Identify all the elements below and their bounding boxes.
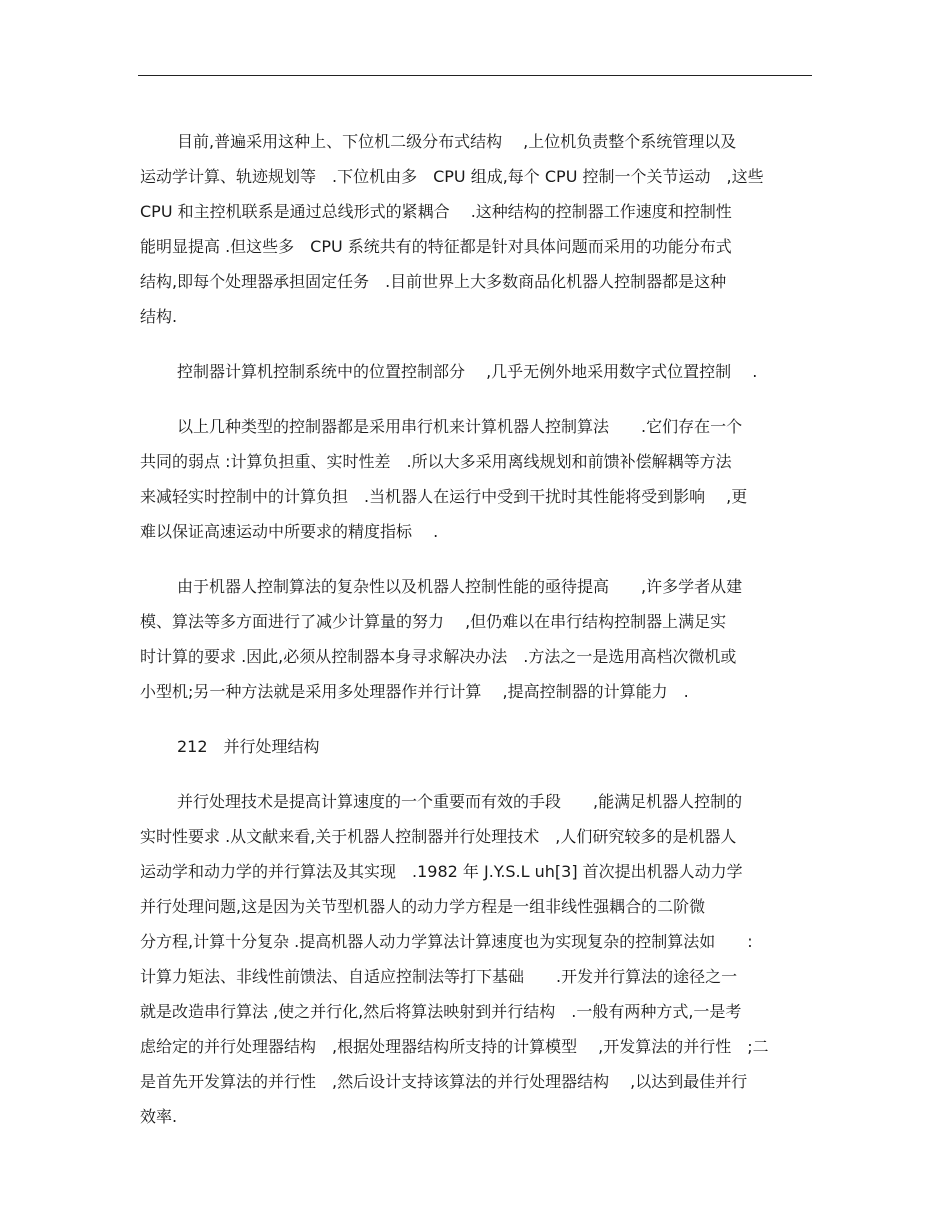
text-line: 由于机器人控制算法的复杂性以及机器人控制性能的亟待提高 ,许多学者从建 xyxy=(177,577,743,596)
text-line: 来减轻实时控制中的计算负担 .当机器人在运行中受到干扰时其性能将受到影响 ,更 xyxy=(140,487,748,506)
text-line: 结构. xyxy=(140,307,178,326)
text-line: 能明显提高 .但这些多 CPU 系统共有的特征都是针对具体问题而采用的功能分布式 xyxy=(140,237,732,256)
text-line: 效率. xyxy=(140,1107,178,1126)
paragraph-3 xyxy=(140,409,808,549)
text-line: 时计算的要求 .因此,必须从控制器本身寻求解决办法 .方法之一是选用高档次微机或 xyxy=(140,647,737,666)
paragraph-4 xyxy=(140,569,808,709)
text-line: 实时性要求 .从文献来看,关于机器人控制器并行处理技术 ,人们研究较多的是机器人 xyxy=(140,827,737,846)
text-line: 控制器计算机控制系统中的位置控制部分 ,几乎无例外地采用数字式位置控制 . xyxy=(177,362,758,381)
text-line: 目前,普遍采用这种上、下位机二级分布式结构 ,上位机负责整个系统管理以及 xyxy=(177,132,737,151)
text-line: 以上几种类型的控制器都是采用串行机来计算机器人控制算法 .它们存在一个 xyxy=(177,417,743,436)
text-line: 并行处理技术是提高计算速度的一个重要而有效的手段 ,能满足机器人控制的 xyxy=(177,792,743,811)
paragraph-2 xyxy=(140,354,808,389)
paragraph-1 xyxy=(140,124,808,334)
text-line: 计算力矩法、非线性前馈法、自适应控制法等打下基础 .开发并行算法的途径之一 xyxy=(140,967,738,986)
text-line: 并行处理问题,这是因为关节型机器人的动力学方程是一组非线性强耦合的二阶微 xyxy=(140,897,706,916)
text-line: 分方程,计算十分复杂 .提高机器人动力学算法计算速度也为实现复杂的控制算法如 : xyxy=(140,932,753,951)
text-line: 运动学和动力学的并行算法及其实现 .1982 年 J.Y.S.L uh[3] 首次提出机器人动力学 xyxy=(140,862,743,881)
paragraph-5 xyxy=(140,784,808,1134)
text-line: 虑给定的并行处理器结构 ,根据处理器结构所支持的计算模型 ,开发算法的并行性 ;二 xyxy=(140,1037,769,1056)
body-text xyxy=(140,124,808,1134)
text-line: 运动学计算、轨迹规划等 .下位机由多 CPU 组成,每个 CPU 控制一个关节运动 ,这些 xyxy=(140,167,764,186)
text-line: 是首先开发算法的并行性 ,然后设计支持该算法的并行处理器结构 ,以达到最佳并行 xyxy=(140,1072,748,1091)
text-line: 模、算法等多方面进行了减少计算量的努力 ,但仍难以在串行结构控制器上满足实 xyxy=(140,612,727,631)
text-line: 就是改造串行算法 ,使之并行化,然后将算法映射到并行结构 .一般有两种方式,一是考 xyxy=(140,1002,742,1021)
text-line: CPU 和主控机联系是通过总线形式的紧耦合 .这种结构的控制器工作速度和控制性 xyxy=(140,202,732,221)
text-line: 小型机;另一种方法就是采用多处理器作并行计算 ,提高控制器的计算能力 . xyxy=(140,682,689,701)
text-line: 结构,即每个处理器承担固定任务 .目前世界上大多数商品化机器人控制器都是这种 xyxy=(140,272,727,291)
header-rule xyxy=(138,75,812,76)
text-line: 难以保证高速运动中所要求的精度指标 . xyxy=(140,522,439,541)
text-line: 共同的弱点 :计算负担重、实时性差 .所以大多采用离线规划和前馈补偿解耦等方法 xyxy=(140,452,732,471)
section-heading: 212 并行处理结构 xyxy=(177,737,320,756)
